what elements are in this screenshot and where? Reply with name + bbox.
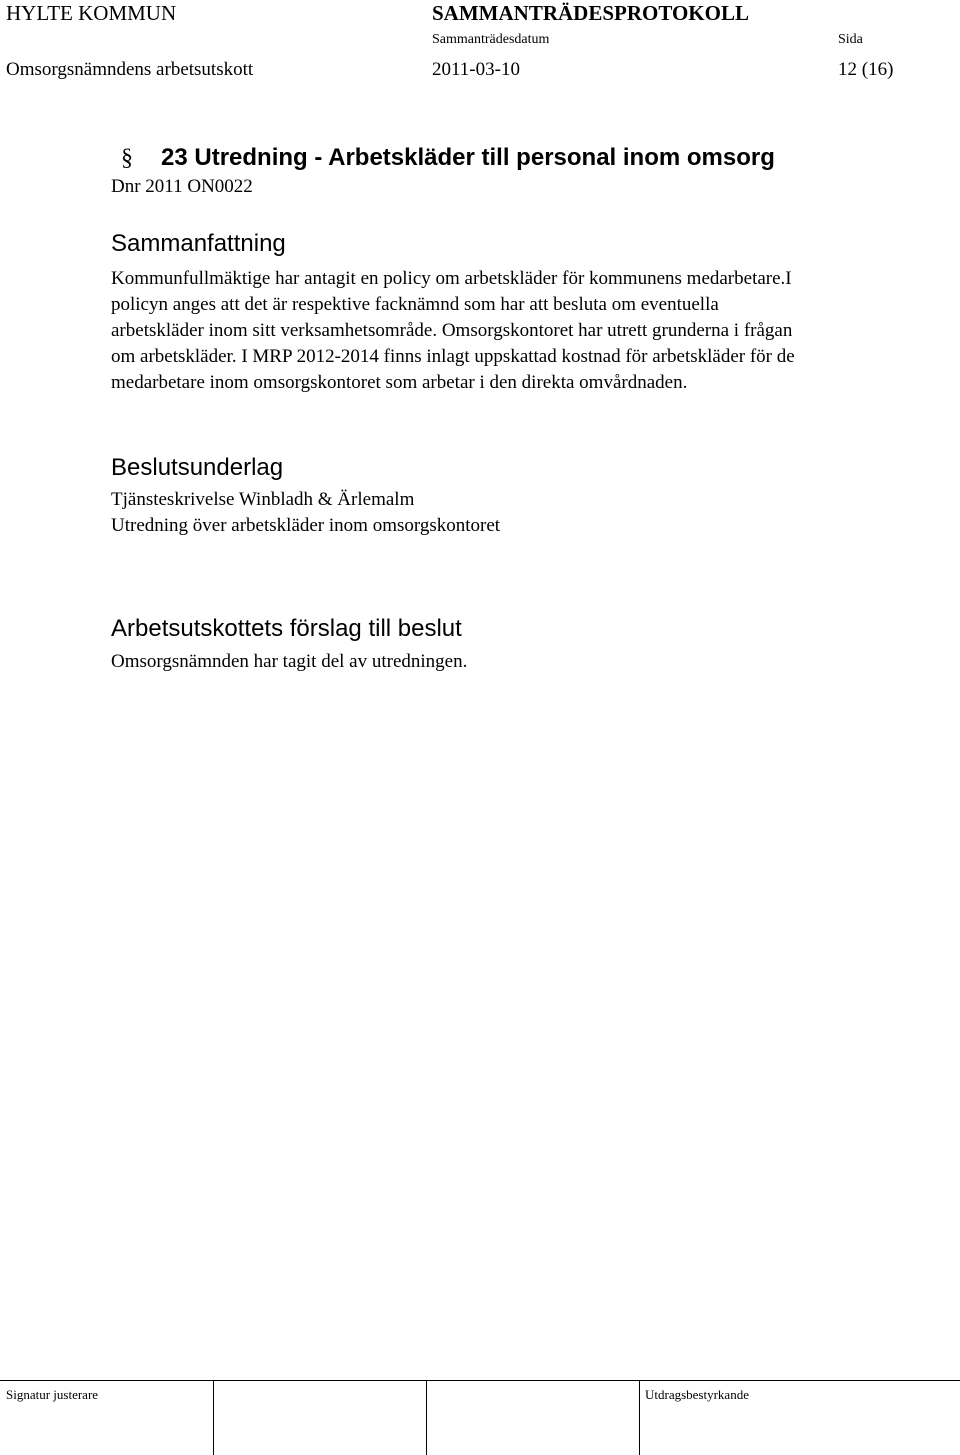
footer-divider (639, 1381, 640, 1455)
committee-name: Omsorgsnämndens arbetsutskott (6, 59, 254, 80)
summary-line: Kommunfullmäktige har antagit en policy om arbetskläder för kommunens medarbetare.I (111, 268, 792, 289)
decision-basis-heading: Beslutsunderlag (111, 454, 284, 481)
signature-footer (0, 1380, 960, 1455)
page-label: Sida (838, 32, 863, 47)
section-title: 23 Utredning - Arbetskläder till personal inom omsorg (161, 144, 775, 171)
summary-body (111, 266, 931, 396)
footer-divider (213, 1381, 214, 1455)
summary-line: policyn anges att det är respektive facknämnd som har att besluta om eventuella (111, 294, 719, 315)
signatur-label: Signatur justerare (6, 1387, 99, 1402)
summary-line: medarbetare inom omsorgskontoret som arbetar i den direkta omvårdnaden. (111, 372, 688, 393)
decision-basis-item: Tjänsteskrivelse Winbladh & Ärlemalm (111, 489, 415, 510)
decision-basis-item: Utredning över arbetskläder inom omsorgskontoret (111, 515, 501, 536)
date-label: Sammanträdesdatum (432, 32, 550, 47)
organization-name: HYLTE KOMMUN (6, 1, 177, 25)
diary-number: Dnr 2011 ON0022 (111, 176, 253, 197)
footer-divider (426, 1381, 427, 1455)
paragraph-mark: § (121, 145, 133, 171)
proposal-text: Omsorgsnämnden har tagit del av utredningen. (111, 651, 468, 672)
summary-line: om arbetskläder. I MRP 2012-2014 finns inlagt uppskattad kostnad för arbetskläder för de (111, 346, 795, 367)
summary-line: arbetskläder inom sitt verksamhetsområde. Omsorgskontoret har utrett grunderna i frågan (111, 320, 793, 341)
page-number: 12 (16) (838, 59, 894, 80)
decision-basis-list (111, 487, 931, 539)
document-type: SAMMANTRÄDESPROTOKOLL (432, 1, 749, 25)
summary-heading: Sammanfattning (111, 230, 286, 257)
meeting-date: 2011-03-10 (432, 59, 520, 80)
proposal-heading: Arbetsutskottets förslag till beslut (111, 615, 462, 642)
utdrag-label: Utdragsbestyrkande (645, 1387, 749, 1402)
section-heading (121, 144, 775, 172)
